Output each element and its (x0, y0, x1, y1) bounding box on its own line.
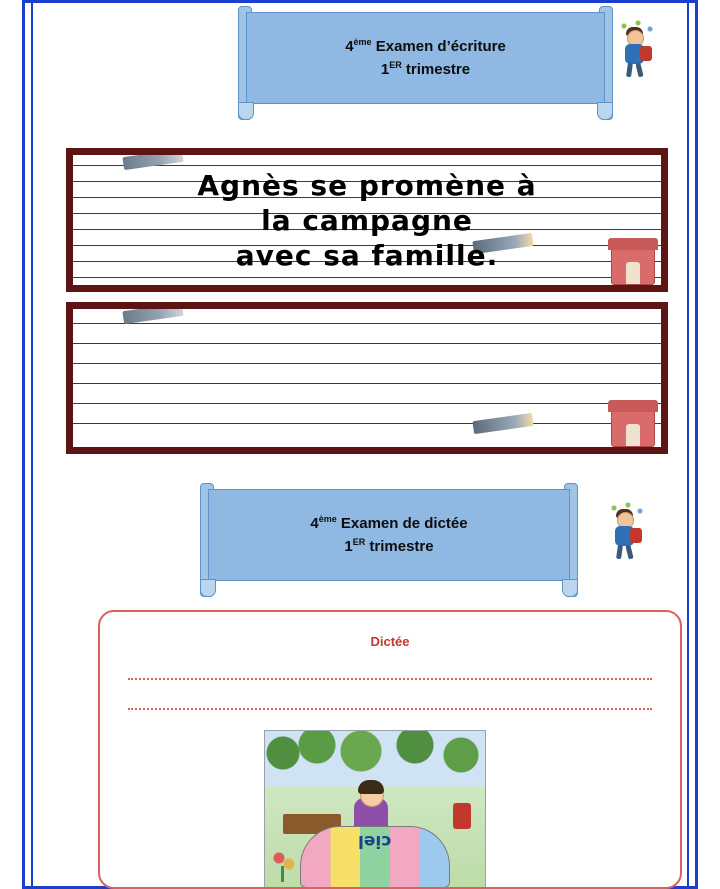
banner-ecriture (238, 6, 613, 120)
kid-leg-right (635, 63, 643, 78)
ribbon-fold-left (238, 102, 254, 120)
kid-leg-left (626, 63, 633, 78)
banner-ecriture-body (246, 12, 605, 104)
rule-line (73, 343, 661, 344)
student-clipart-bottom (604, 502, 650, 560)
model-text-block (73, 155, 661, 285)
rule-line (73, 383, 661, 384)
dictee-answer-line[interactable] (128, 708, 652, 710)
ruled-lines-group (73, 309, 661, 447)
hopscotch-label: ciel (358, 831, 392, 851)
banner-dictee-line2: 1ER trimestre (344, 537, 434, 555)
banner-ecriture-line1: 4ème Examen d’écriture (345, 36, 506, 55)
flowers (271, 852, 297, 882)
model-text-line: Agnès se promène à (197, 168, 537, 202)
house-eraser-decoration (611, 409, 655, 447)
ribbon-fold-left (200, 579, 216, 597)
girl-hair (358, 780, 384, 794)
kid-backpack (630, 528, 642, 543)
model-text-line: la campagne (261, 203, 473, 237)
ribbon-fold-right (562, 579, 578, 597)
dictee-card (98, 610, 682, 889)
practice-writing-sheet[interactable] (66, 302, 668, 454)
model-text-line: avec sa famille. (235, 238, 499, 272)
hopscotch-illustration (264, 730, 486, 889)
banner-dictee-body (208, 489, 570, 581)
rule-line (73, 323, 661, 324)
ribbon-fold-right (597, 102, 613, 120)
dictee-answer-line[interactable] (128, 678, 652, 680)
kid-backpack (640, 46, 652, 61)
kid-leg-left (616, 545, 623, 560)
student-clipart-top (614, 20, 660, 78)
banner-ecriture-line2: 1ER trimestre (380, 60, 471, 78)
rule-line (73, 363, 661, 364)
rule-line (73, 403, 661, 404)
rule-line (73, 423, 661, 424)
hopscotch-grid (300, 826, 450, 888)
model-writing-sheet (66, 148, 668, 292)
park-sign (453, 803, 471, 829)
kid-leg-right (625, 545, 633, 560)
banner-dictee-line1: 4ème Examen de dictée (310, 513, 468, 532)
dictee-title: Dictée (370, 634, 410, 649)
banner-dictee (200, 483, 578, 597)
